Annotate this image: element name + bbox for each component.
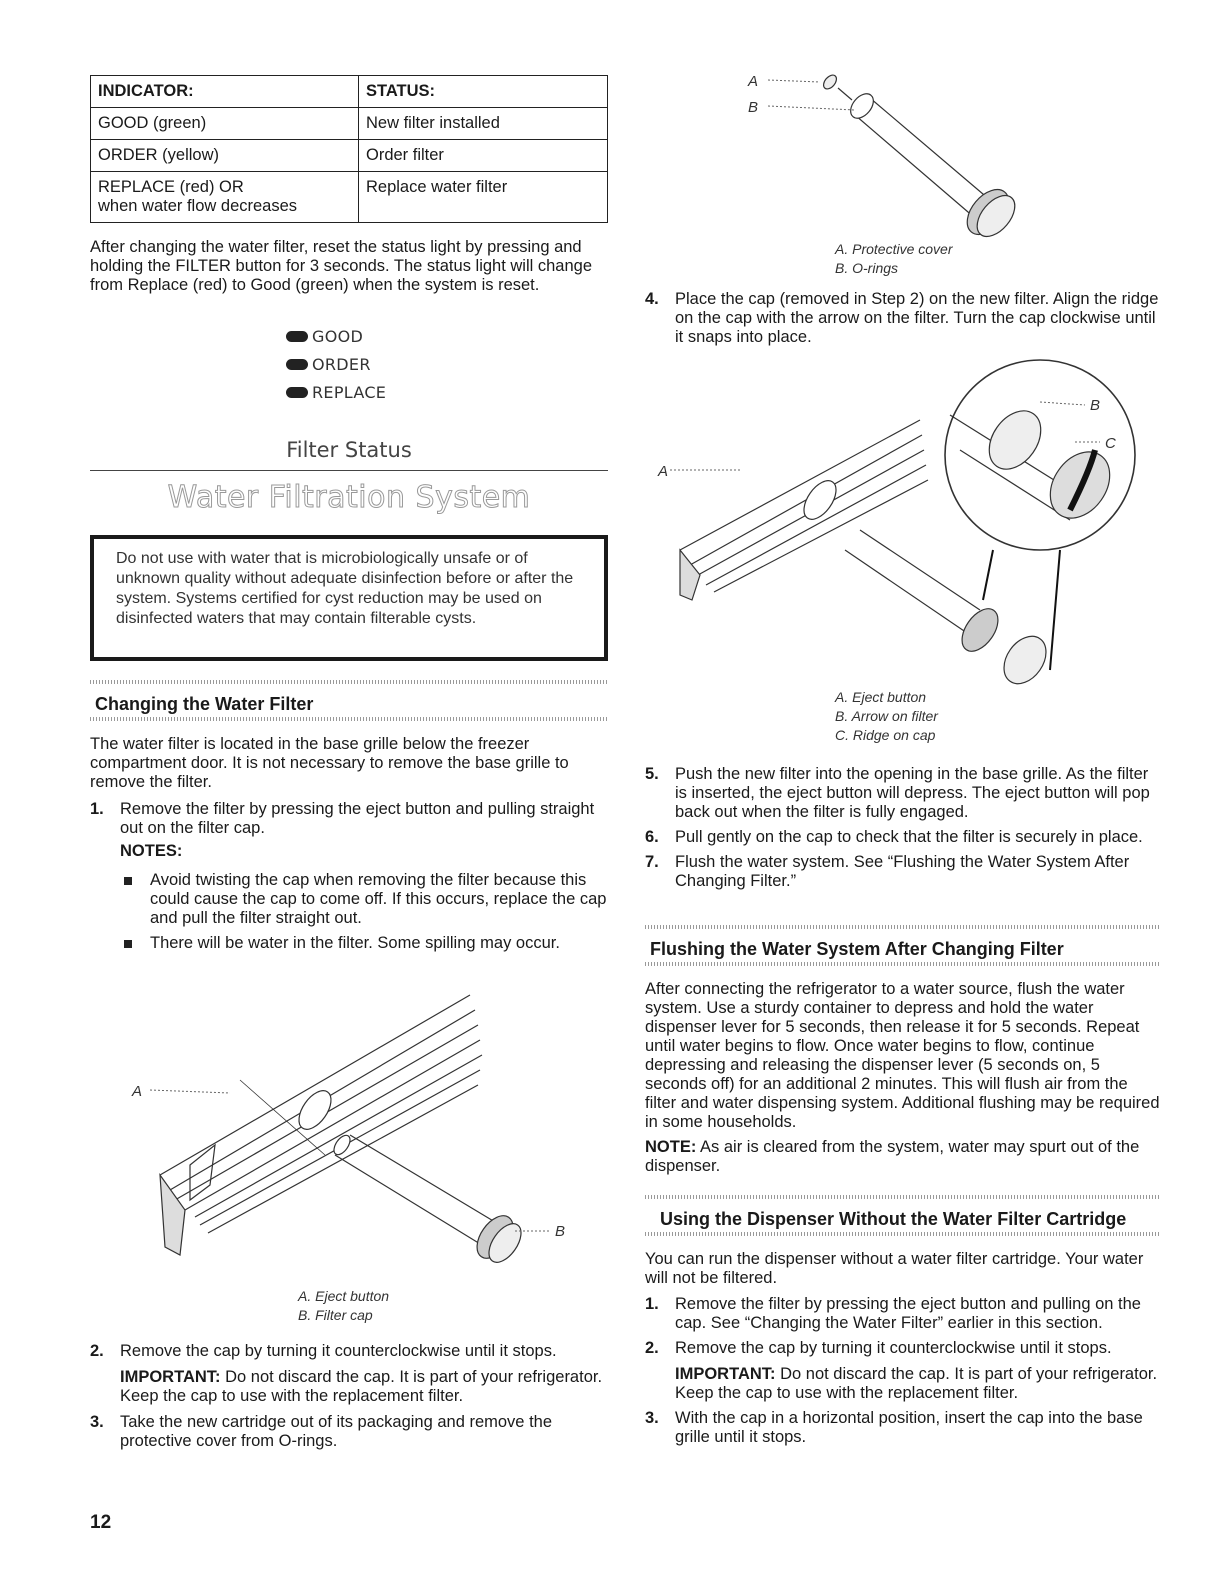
table-row <box>91 140 608 172</box>
led-replace <box>286 378 386 406</box>
indicator-status-table <box>90 75 608 223</box>
table-cell: ORDER (yellow) <box>91 140 359 172</box>
callout-a: A <box>132 1083 143 1100</box>
callout-b: B <box>1090 397 1101 414</box>
protective-cover-illustration <box>748 70 1060 240</box>
important-text: Do not discard the cap. It is part of your refrigerator. Keep the cap to use with the replacement filter. <box>675 1365 1158 1402</box>
steps-5-7-block <box>645 765 1160 891</box>
caption-line: A. Eject button <box>835 689 927 705</box>
caption-line: A. Protective cover <box>835 241 953 257</box>
step-item <box>645 765 1160 822</box>
step-text: Remove the filter by pressing the eject button and pulling on the cap. See “Changing the Water Filter” earlier in this section. <box>675 1295 1141 1332</box>
table-cell <box>91 172 359 223</box>
figure-caption <box>835 240 953 278</box>
changing-intro: The water filter is located in the base grille below the freezer compartment door. It is not necessary to remove the base grille to remove the filter. <box>90 735 569 791</box>
step-item <box>645 853 1160 891</box>
callout-a: A <box>658 463 669 480</box>
step-text: Flush the water system. See “Flushing the Water System After Changing Filter.” <box>675 853 1130 890</box>
step-text: Place the cap (removed in Step 2) on the new filter. Align the ridge on the cap with the arrow on the filter. Turn the cap clockwise until it snaps into place. <box>675 290 1159 346</box>
table-row <box>91 172 608 223</box>
table-cell-line: when water flow decreases <box>98 197 298 215</box>
important-label: IMPORTANT: <box>120 1368 221 1386</box>
step-text: Remove the cap by turning it counterclockwise until it stops. <box>675 1339 1112 1357</box>
step-item <box>90 1342 610 1406</box>
steps-list <box>90 1342 610 1451</box>
step-number: 7. <box>645 853 659 871</box>
figure-caption <box>298 1287 389 1325</box>
heading-rule <box>645 1232 1160 1236</box>
callout-b: B <box>748 99 759 116</box>
callout-c: C <box>1105 435 1116 452</box>
step-item <box>645 1295 1160 1333</box>
step-item <box>90 800 610 838</box>
step-number: 2. <box>90 1342 104 1360</box>
step-item <box>90 1413 610 1451</box>
filter-status-caption: Filter Status <box>286 438 412 462</box>
led-light-icon <box>286 387 308 398</box>
note-text: As air is cleared from the system, water may spurt out of the dispenser. <box>645 1138 1140 1175</box>
step-number: 3. <box>90 1413 104 1431</box>
note-label: NOTE: <box>645 1138 697 1156</box>
table-cell: Order filter <box>359 140 608 172</box>
step-number: 3. <box>645 1409 659 1427</box>
caption-line: C. Ridge on cap <box>835 727 936 743</box>
step4-block <box>645 290 1160 347</box>
important-label: IMPORTANT: <box>675 1365 776 1383</box>
divider <box>90 470 608 471</box>
step-number: 6. <box>645 828 659 846</box>
led-label: GOOD <box>312 326 364 346</box>
callout-a: A <box>748 73 759 90</box>
step-number: 5. <box>645 765 659 783</box>
steps-list <box>645 765 1160 891</box>
heading-rule <box>90 717 608 721</box>
changing-filter-section <box>90 735 610 953</box>
step-text: Remove the cap by turning it counterclockwise until it stops. <box>120 1342 557 1360</box>
step-text: Pull gently on the cap to check that the filter is securely in place. <box>675 828 1143 846</box>
table-row <box>91 108 608 140</box>
flushing-heading: Flushing the Water System After Changing Filter <box>650 939 1064 959</box>
table-cell-line: REPLACE (red) OR <box>98 178 244 196</box>
step-number: 1. <box>90 800 104 818</box>
important-note <box>675 1365 1160 1403</box>
step-item <box>645 290 1160 347</box>
heading-rule <box>645 962 1160 966</box>
without-filter-heading: Using the Dispenser Without the Water Filter Cartridge <box>660 1209 1127 1229</box>
figure-caption <box>835 688 938 745</box>
eject-filter-illustration <box>120 985 580 1305</box>
changing-filter-steps-continued <box>90 1342 610 1451</box>
without-filter-section <box>645 1250 1160 1447</box>
step-item <box>645 1409 1160 1447</box>
steps-list <box>645 290 1160 347</box>
steps-list <box>645 1295 1160 1447</box>
caption-line: B. Arrow on filter <box>835 708 938 724</box>
reset-instructions: After changing the water filter, reset the status light by pressing and holding the FILTER button for 3 seconds. The status light will change from Replace (red) to Good (green) when the system is reset. <box>90 238 593 294</box>
list-item: Avoid twisting the cap when removing the filter because this could cause the cap to come off. If this occurs, replace the cap and pull the filter straight out. <box>120 871 610 928</box>
table-cell: Replace water filter <box>359 172 608 223</box>
warning-box: Do not use with water that is microbiologically unsafe or of unknown quality without adequate disinfection before or after the system. Systems certified for cyst reduction may be used on disinfected waters that may contain filterable cysts. <box>90 535 608 661</box>
flushing-section <box>645 980 1160 1176</box>
step-text: Remove the filter by pressing the eject button and pulling straight out on the filter cap. <box>120 800 595 837</box>
led-label: REPLACE <box>312 382 387 402</box>
heading-rule <box>90 680 608 684</box>
heading-rule <box>645 925 1160 929</box>
step-text: Push the new filter into the opening in the base grille. As the filter is inserted, the eject button will depress. The eject button will pop back out when the filter is fully engaged. <box>675 765 1150 821</box>
without-intro: You can run the dispenser without a water filter cartridge. Your water will not be filtered. <box>645 1250 1144 1287</box>
table-header-cell: INDICATOR: <box>91 76 359 108</box>
caption-line: B. Filter cap <box>298 1307 373 1323</box>
led-light-icon <box>286 359 308 370</box>
heading-rule <box>645 1195 1160 1199</box>
notes-label: NOTES: <box>120 842 183 860</box>
table-header-cell: STATUS: <box>359 76 608 108</box>
step-item <box>645 1339 1160 1403</box>
led-good <box>286 322 386 350</box>
step-text: With the cap in a horizontal position, insert the cap into the base grille until it stops. <box>675 1409 1143 1446</box>
steps-list <box>90 800 610 838</box>
notes-list <box>120 871 610 953</box>
step-number: 2. <box>645 1339 659 1357</box>
flushing-note <box>645 1138 1160 1176</box>
led-light-icon <box>286 331 308 342</box>
led-order <box>286 350 386 378</box>
table-cell: New filter installed <box>359 108 608 140</box>
caption-line: A. Eject button <box>298 1288 390 1304</box>
callout-b: B <box>555 1223 566 1240</box>
flushing-text: After connecting the refrigerator to a water source, flush the water system. Use a sturdy container to depress and hold the water dispenser lever for 5 seconds, then release it for 5 seconds. Repeat until water begins to flow. Once water begins to flow, continue depressing and releasing the dispenser lever (5 seconds on, 5 seconds off) for an additional 2 minutes. This will flush air from the filter and water dispensing system. Additional flushing may be required in some households. <box>645 980 1160 1131</box>
important-note <box>120 1368 610 1406</box>
caption-line: B. O-rings <box>835 260 899 276</box>
section-title: Water Filtration System <box>167 480 531 515</box>
table-cell: GOOD (green) <box>91 108 359 140</box>
table-header-row <box>91 76 608 108</box>
step-number: 1. <box>645 1295 659 1313</box>
step-item <box>645 828 1160 847</box>
step-number: 4. <box>645 290 659 308</box>
step-text: Take the new cartridge out of its packaging and remove the protective cover from O-rings. <box>120 1413 553 1450</box>
filter-status-indicators <box>286 322 386 406</box>
led-label: ORDER <box>312 354 371 374</box>
insert-filter-illustration <box>650 360 1160 690</box>
important-text: Do not discard the cap. It is part of your refrigerator. Keep the cap to use with the replacement filter. <box>120 1368 603 1405</box>
list-item: There will be water in the filter. Some spilling may occur. <box>120 934 610 953</box>
page-number: 12 <box>90 1512 112 1533</box>
changing-filter-heading: Changing the Water Filter <box>95 694 314 714</box>
